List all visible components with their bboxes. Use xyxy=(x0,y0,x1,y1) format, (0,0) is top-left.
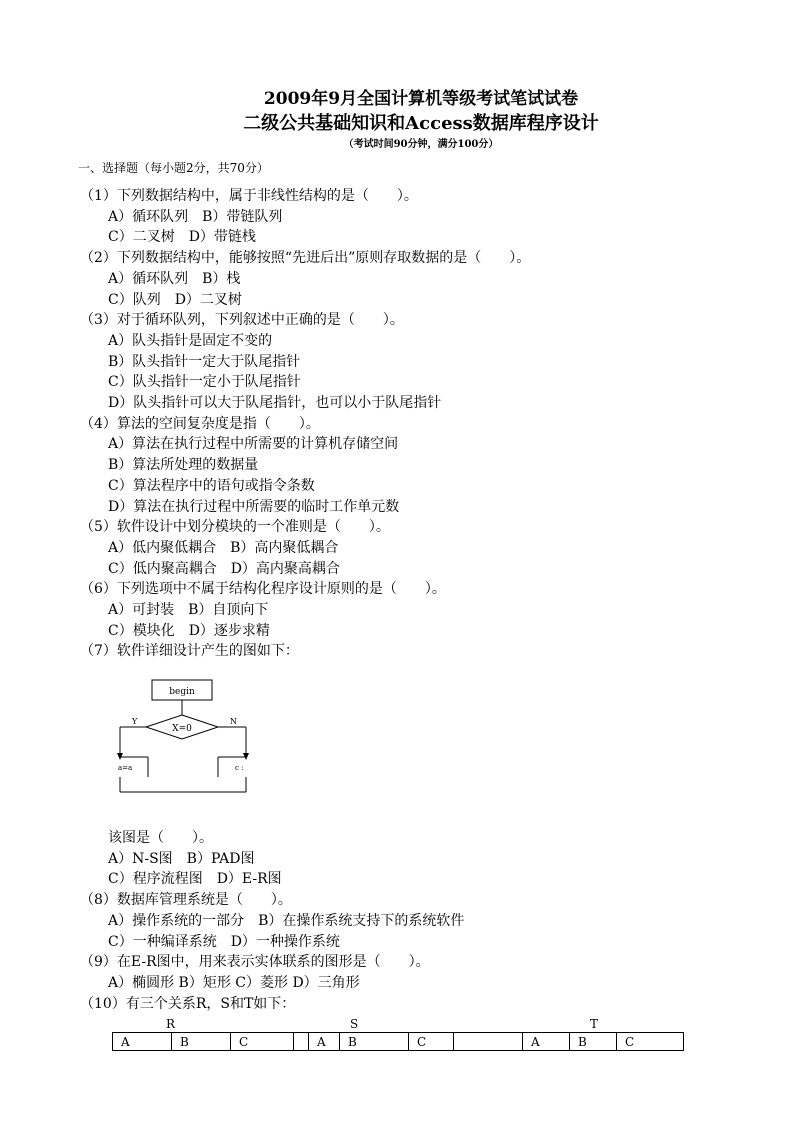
relation-s-label: S xyxy=(350,1017,359,1031)
question-line: （8）数据库管理系统是（ ）。 xyxy=(80,892,292,909)
option-line: A）N-S图 B）PAD图 xyxy=(108,850,255,867)
question-line: （3）对于循环队列，下列叙述中正确的是（ ）。 xyxy=(80,312,404,329)
table-cell: C xyxy=(231,1033,294,1051)
option-line: D）队头指针可以大于队尾指针，也可以小于队尾指针 xyxy=(108,395,442,411)
decision-label: X=0 xyxy=(172,724,192,734)
table-cell: B xyxy=(570,1033,617,1051)
option-line: C）一种编译系统 D）一种操作系统 xyxy=(108,933,340,950)
option-line: A）操作系统的一部分 B）在操作系统支持下的系统软件 xyxy=(108,912,465,929)
option-line: C）队列 D）二叉树 xyxy=(108,291,242,308)
table-cell: B xyxy=(172,1033,231,1051)
question-line: （5）软件设计中划分模块的一个准则是（ ）。 xyxy=(80,519,390,536)
question-line: （2）下列数据结构中，能够按照“先进后出”原则存取数据的是（ ）。 xyxy=(80,250,531,267)
exam-note: （考试时间90分钟，满分100分） xyxy=(343,139,499,150)
table-cell: B xyxy=(340,1033,409,1051)
begin-label: begin xyxy=(169,687,195,697)
option-line: C）算法程序中的语句或指令条数 xyxy=(108,477,315,494)
question-line: （9）在E-R图中，用来表示实体联系的图形是（ ）。 xyxy=(80,954,430,971)
table-cell: C xyxy=(617,1033,684,1051)
yes-label: Y xyxy=(132,717,138,726)
question-line: （6）下列选项中不属于结构化程序设计原则的是（ ）。 xyxy=(80,581,446,598)
section-heading: 一、选择题（每小题2分，共70分） xyxy=(78,161,269,175)
option-line: A）队头指针是固定不变的 xyxy=(108,332,273,349)
option-line: A）椭圆形 B）矩形 C）菱形 D）三角形 xyxy=(108,974,360,991)
table-cell xyxy=(454,1033,523,1051)
option-line: A）循环队列 B）带链队列 xyxy=(108,208,283,225)
relation-t-label: T xyxy=(590,1017,599,1031)
left-box-label: a=a xyxy=(118,764,133,772)
right-box-label: c : xyxy=(235,764,244,772)
option-line: C）队头指针一定小于队尾指针 xyxy=(108,374,301,391)
option-line: A）可封装 B）自顶向下 xyxy=(108,602,269,618)
table-cell: C xyxy=(409,1033,454,1051)
exam-title: 2009年9月全国计算机等级考试笔试试卷 xyxy=(263,89,579,109)
question-line: （7）软件详细设计产生的图如下： xyxy=(80,643,299,660)
table-cell xyxy=(294,1033,309,1051)
option-line: B）算法所处理的数据量 xyxy=(108,457,259,474)
table-cell: A xyxy=(523,1033,570,1051)
option-line: D）算法在执行过程中所需要的临时工作单元数 xyxy=(108,498,400,515)
flowchart-figure xyxy=(110,675,260,800)
option-line: A）循环队列 B）栈 xyxy=(108,270,241,287)
question-line: （10）有三个关系R，S和T如下： xyxy=(80,995,296,1012)
option-line: A）算法在执行过程中所需要的计算机存储空间 xyxy=(108,436,399,453)
exam-subtitle: 二级公共基础知识和Access数据库程序设计 xyxy=(243,113,599,134)
option-line: C）二叉树 D）带链栈 xyxy=(108,229,256,246)
relations-table xyxy=(112,1032,684,1051)
table-cell: A xyxy=(113,1033,172,1051)
question-line: （1）下列数据结构中，属于非线性结构的是（ ）。 xyxy=(80,188,418,204)
relations-header-row xyxy=(113,1033,684,1051)
relation-r-label: R xyxy=(166,1017,176,1031)
option-line: A）低内聚低耦合 B）高内聚低耦合 xyxy=(108,539,339,556)
option-line: B）队头指针一定大于队尾指针 xyxy=(108,353,301,370)
no-label: N xyxy=(230,717,237,726)
option-line: C）低内聚高耦合 D）高内聚高耦合 xyxy=(108,560,340,577)
table-cell: A xyxy=(309,1033,340,1051)
question-line: （4）算法的空间复杂度是指（ ）。 xyxy=(80,415,320,432)
option-line: C）程序流程图 D）E-R图 xyxy=(108,871,282,888)
option-line: 该图是（ ）。 xyxy=(108,830,213,846)
option-line: C）模块化 D）逐步求精 xyxy=(108,622,270,639)
